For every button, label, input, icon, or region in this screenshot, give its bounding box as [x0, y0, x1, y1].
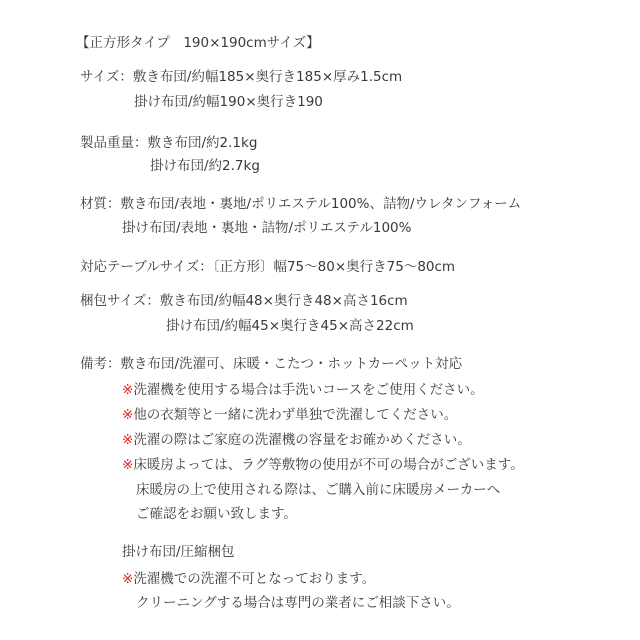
note-4-continued-1: 床暖房の上で使用される際は、ご購入前に床暖房メーカーへ	[136, 482, 501, 498]
size-value-2: 掛け布団/約幅190×奥行き190	[134, 94, 323, 110]
note-4	[122, 456, 524, 474]
material-row-1	[80, 195, 521, 213]
table-size-label: 対応テーブルサイズ：	[80, 259, 213, 275]
weight-row-1	[80, 134, 257, 152]
remarks-row-1	[80, 355, 462, 373]
note-1	[122, 381, 484, 399]
note-2	[122, 406, 457, 424]
size-row-1	[80, 68, 402, 86]
asterisk-mark: ※	[122, 407, 134, 423]
weight-value-1: 敷き布団/約2.1kg	[147, 135, 258, 151]
package-value-1: 敷き布団/約幅48×奥行き48×高さ16cm	[159, 293, 408, 309]
remarks-value-1: 敷き布団/洗濯可、床暖・こたつ・ホットカーペット対応	[120, 356, 463, 372]
note-4-continued-2: ご確認をお願い致します。	[136, 506, 297, 522]
material-label: 材質：	[80, 196, 121, 212]
note-5	[122, 570, 375, 588]
weight-value-2: 掛け布団/約2.7kg	[150, 158, 260, 174]
note-3-text: 洗濯の際はご家庭の洗濯機の容量をお確かめください。	[133, 432, 471, 448]
table-size-row	[80, 258, 455, 276]
material-value-1: 敷き布団/表地・裏地/ポリエステル100%、詰物/ウレタンフォーム	[120, 196, 522, 212]
note-5-continued: クリーニングする場合は専門の業者にご相談下さい。	[136, 595, 460, 611]
note-5-text: 洗濯機での洗濯不可となっております。	[133, 571, 376, 587]
note-1-text: 洗濯機を使用する場合は手洗いコースをご使用ください。	[133, 382, 484, 398]
asterisk-mark: ※	[122, 382, 134, 398]
note-2-text: 他の衣類等と一緒に洗わず単独で洗濯してください。	[133, 407, 458, 423]
asterisk-mark: ※	[122, 457, 134, 473]
package-value-2: 掛け布団/約幅45×奥行き45×高さ22cm	[166, 318, 414, 334]
table-size-value: 〔正方形〕幅75〜80×奥行き75〜80cm	[212, 259, 456, 275]
asterisk-mark: ※	[122, 571, 134, 587]
remarks-label: 備考：	[80, 356, 121, 372]
section-title: 【正方形タイプ 190×190cmサイズ】	[76, 35, 320, 51]
package-row-1	[80, 292, 408, 310]
size-label: サイズ：	[80, 69, 133, 85]
package-label: 梱包サイズ：	[80, 293, 160, 309]
asterisk-mark: ※	[122, 432, 134, 448]
weight-label: 製品重量：	[80, 135, 148, 151]
note-4-text: 床暖房よっては、ラグ等敷物の使用が不可の場合がございます。	[133, 457, 524, 473]
note-3	[122, 431, 471, 449]
material-value-2: 掛け布団/表地・裏地・詰物/ポリエステル100%	[122, 220, 412, 236]
comforter-heading: 掛け布団/圧縮梱包	[122, 544, 235, 560]
size-value-1: 敷き布団/約幅185×奥行き185×厚み1.5cm	[132, 69, 403, 85]
